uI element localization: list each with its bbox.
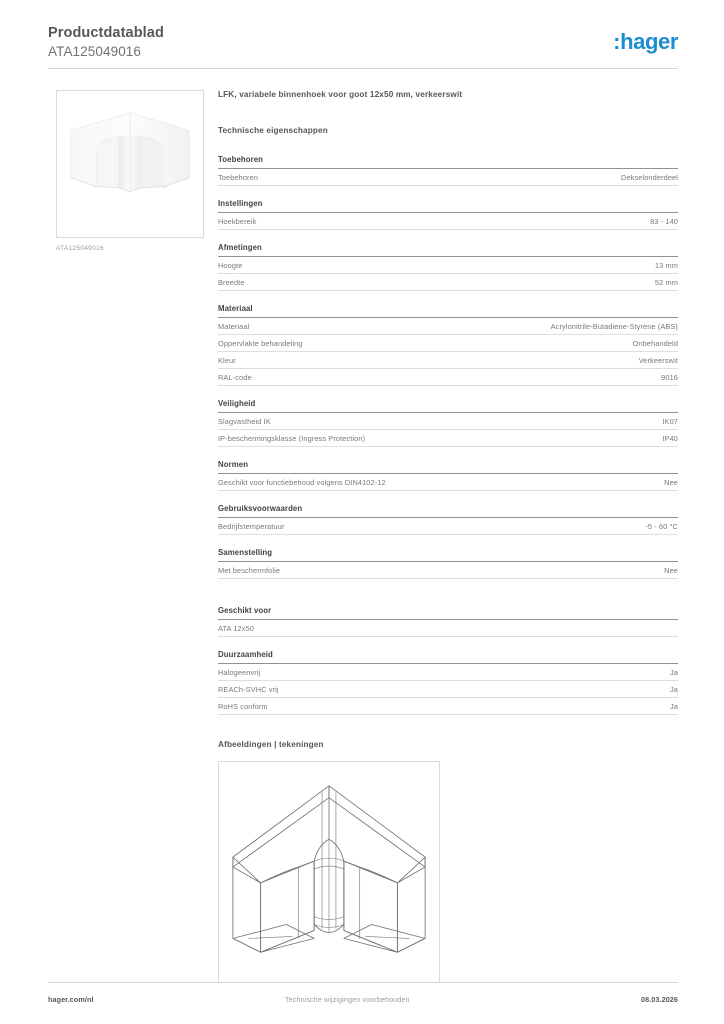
spec-section-heading: Normen xyxy=(218,460,678,474)
product-photo-caption: ATA125049016 xyxy=(56,245,104,252)
spec-section xyxy=(218,399,678,447)
spec-row xyxy=(218,213,678,230)
spec-row-label: Hoekbereik xyxy=(218,217,257,226)
spec-section-heading: Materiaal xyxy=(218,304,678,318)
spec-row xyxy=(218,474,678,491)
spec-row xyxy=(218,257,678,274)
spec-row-label: REACh-SVHC vrij xyxy=(218,685,279,694)
spec-row-value: IK07 xyxy=(662,417,678,426)
spec-row-value: 13 mm xyxy=(654,261,678,270)
product-photo-column xyxy=(56,90,204,252)
spec-section xyxy=(218,304,678,386)
product-reference: ATA125049016 xyxy=(48,44,142,60)
product-name: LFK, variabele binnenhoek voor goot 12x50 mm, verkeerswit xyxy=(218,90,463,99)
spec-section-heading: Duurzaamheid xyxy=(218,650,678,664)
footer-divider xyxy=(48,982,678,983)
spec-row xyxy=(218,413,678,430)
page-footer xyxy=(48,995,678,1004)
specifications-column xyxy=(218,90,678,983)
spec-row xyxy=(218,620,678,637)
spec-row-label: IP-beschermingsklasse (Ingress Protection) xyxy=(218,434,366,443)
spec-row-value: IP40 xyxy=(662,434,678,443)
spec-row-value: Ja xyxy=(669,685,678,694)
spec-row-label: Oppervlakte behandeling xyxy=(218,339,303,348)
spec-row xyxy=(218,274,678,291)
spec-row xyxy=(218,681,678,698)
spec-row-label: ATA 12x50 xyxy=(218,624,254,633)
product-photo-inner-corner xyxy=(57,91,203,237)
spec-row-label: RoHS conform xyxy=(218,702,268,711)
spec-section-heading: Instellingen xyxy=(218,199,678,213)
page-title: Productdatablad xyxy=(48,25,164,41)
spec-row-label: Bedrijfstemperatuur xyxy=(218,522,285,531)
spec-row-label: Hoogte xyxy=(218,261,243,270)
spec-row-label: Met beschermfolie xyxy=(218,566,281,575)
spec-row-value: Ja xyxy=(669,668,678,677)
footer-disclaimer: Technische wijzigingen voorbehouden xyxy=(284,995,410,1004)
spec-row-label: Kleur xyxy=(218,356,236,365)
spec-row xyxy=(218,562,678,579)
spec-row-value: Ja xyxy=(669,702,678,711)
spec-section xyxy=(218,243,678,291)
footer-date: 08.03.2026 xyxy=(641,995,678,1004)
technical-line-drawing-inner-corner xyxy=(219,762,439,982)
spec-row xyxy=(218,352,678,369)
spec-section xyxy=(218,606,678,637)
spec-section-heading: Veiligheid xyxy=(218,399,678,413)
footer-website[interactable]: hager.com/nl xyxy=(48,995,94,1004)
spec-section-heading: Samenstelling xyxy=(218,548,678,562)
spec-row xyxy=(218,335,678,352)
spec-row-value: -5 - 60 °C xyxy=(645,522,678,531)
spec-row-value: Nee xyxy=(664,478,678,487)
spec-row-value: 9016 xyxy=(661,373,678,382)
spec-row-label: RAL-code xyxy=(218,373,252,382)
spec-section-heading: Toebehoren xyxy=(218,155,678,169)
spec-section xyxy=(218,548,678,579)
spec-row xyxy=(218,318,678,335)
spec-section xyxy=(218,504,678,535)
hager-logo: :hager xyxy=(613,29,678,54)
spec-row-value: 83 - 140 xyxy=(650,217,678,226)
spec-row xyxy=(218,369,678,386)
spec-row-label: Breedte xyxy=(218,278,245,287)
spec-row-label: Slagvastheid IK xyxy=(218,417,271,426)
spec-row xyxy=(218,698,678,715)
spec-section-heading: Gebruiksvoorwaarden xyxy=(218,504,678,518)
spec-section xyxy=(218,460,678,491)
spec-row xyxy=(218,430,678,447)
spec-row-value: Onbehandeld xyxy=(632,339,678,348)
spec-row-value: Acrylonitrile-Butadiene-Styrene (ABS) xyxy=(550,322,678,331)
spec-section-heading: Geschikt voor xyxy=(218,606,678,620)
spec-row-value: Nee xyxy=(664,566,678,575)
spec-section xyxy=(218,199,678,230)
technical-properties-title: Technische eigenschappen xyxy=(218,126,328,135)
spec-row-label: Materiaal xyxy=(218,322,250,331)
spec-row-label: Halogeenvrij xyxy=(218,668,261,677)
spec-section xyxy=(218,650,678,715)
product-photo-frame xyxy=(56,90,204,238)
spec-row xyxy=(218,664,678,681)
specification-sections xyxy=(218,155,678,715)
page-header xyxy=(48,24,678,61)
spec-row-label: Toebehoren xyxy=(218,173,259,182)
spec-section xyxy=(218,155,678,186)
spec-row-value: 52 mm xyxy=(654,278,678,287)
header-divider xyxy=(48,68,678,69)
spec-row-value: Dekselonderdeel xyxy=(621,173,678,182)
spec-row xyxy=(218,169,678,186)
header-titles xyxy=(48,24,164,61)
technical-drawing-frame xyxy=(218,761,440,983)
spec-row-label: Geschikt voor functiebehoud volgens DIN4102-12 xyxy=(218,478,386,487)
spec-row-value: Verkeerswit xyxy=(638,356,678,365)
spec-row xyxy=(218,518,678,535)
drawings-title: Afbeeldingen | tekeningen xyxy=(218,740,324,749)
spec-section-heading: Afmetingen xyxy=(218,243,678,257)
